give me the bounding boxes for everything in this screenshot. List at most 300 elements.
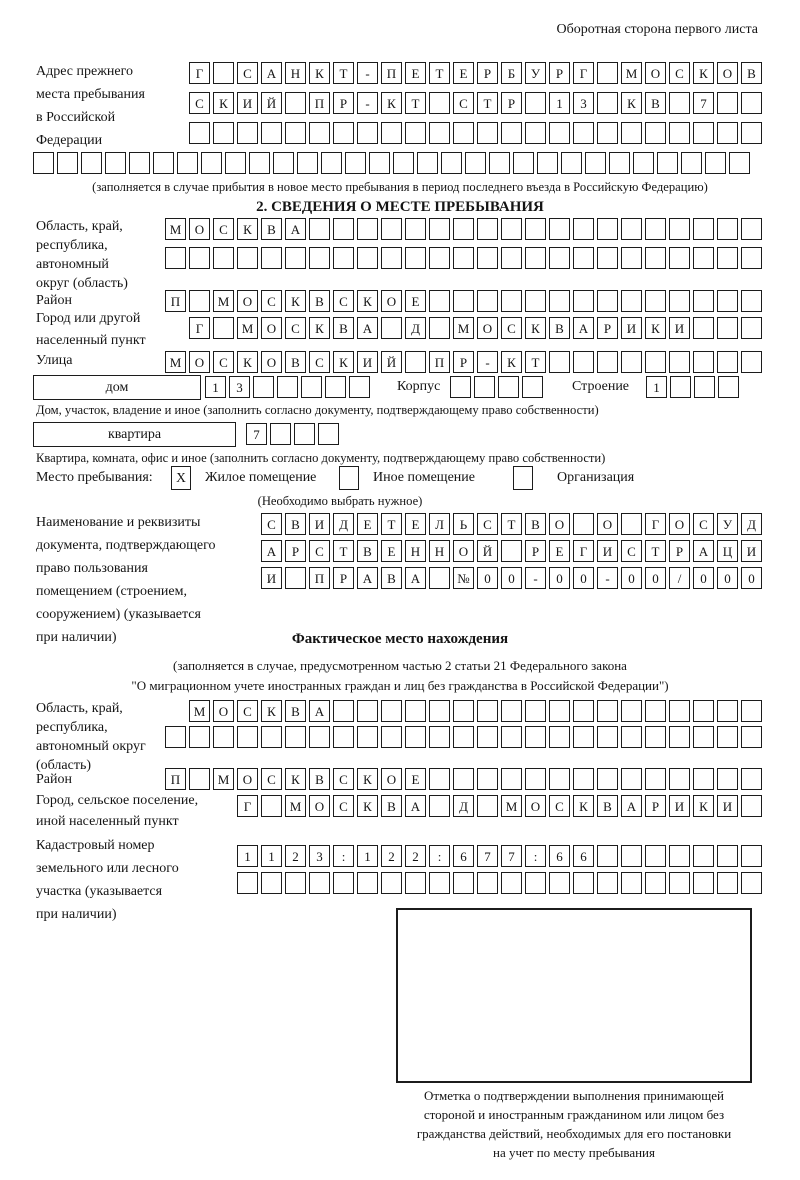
document-label-line: документа, подтверждающего <box>36 538 216 553</box>
char-box <box>237 872 258 894</box>
apartment-char-row <box>246 423 339 445</box>
char-box <box>669 726 690 748</box>
char-box: - <box>477 351 498 373</box>
char-box: С <box>309 351 330 373</box>
char-box <box>333 726 354 748</box>
house-note: Дом, участок, владение и иное (заполнить согласно документу, подтверждающему право собственности) <box>36 403 599 417</box>
char-box: А <box>405 795 426 817</box>
char-box: / <box>669 567 690 589</box>
char-box <box>429 290 450 312</box>
char-box: С <box>453 92 474 114</box>
char-box <box>405 726 426 748</box>
char-box: Г <box>237 795 258 817</box>
char-box <box>585 152 606 174</box>
char-box: Т <box>381 513 402 535</box>
char-box: 0 <box>741 567 762 589</box>
char-box <box>669 122 690 144</box>
stamp-box <box>396 908 752 1083</box>
char-box <box>525 218 546 240</box>
char-box <box>201 152 222 174</box>
char-box: 0 <box>477 567 498 589</box>
char-box: К <box>621 92 642 114</box>
char-box <box>597 845 618 867</box>
char-box: А <box>261 62 282 84</box>
stroenie-label: Строение <box>572 379 630 394</box>
char-box <box>693 700 714 722</box>
char-box: 1 <box>205 376 226 398</box>
char-box <box>57 152 78 174</box>
actual-city-char-row <box>237 795 762 817</box>
char-box <box>645 351 666 373</box>
char-box: Й <box>477 540 498 562</box>
char-box <box>717 218 738 240</box>
char-box: У <box>717 513 738 535</box>
prev-address-char-row-2 <box>189 92 762 114</box>
char-box <box>621 845 642 867</box>
char-box <box>525 872 546 894</box>
house-number-char-row <box>205 376 370 398</box>
char-box: С <box>549 795 570 817</box>
char-box: В <box>381 795 402 817</box>
region-label-line: Область, край, <box>36 219 123 234</box>
char-box <box>477 872 498 894</box>
actual-city-label-line: иной населенный пункт <box>36 814 179 829</box>
char-box <box>429 872 450 894</box>
char-box: 0 <box>717 567 738 589</box>
char-box <box>261 795 282 817</box>
char-box: В <box>285 513 306 535</box>
char-box: К <box>645 317 666 339</box>
char-box: Н <box>285 62 306 84</box>
char-box <box>718 376 739 398</box>
char-box: К <box>693 62 714 84</box>
char-box <box>549 872 570 894</box>
char-box <box>333 700 354 722</box>
char-box <box>693 872 714 894</box>
char-box <box>357 247 378 269</box>
stamp-caption-line: на учет по месту пребывания <box>493 1145 655 1160</box>
char-box <box>549 768 570 790</box>
char-box: Р <box>597 317 618 339</box>
char-box <box>477 247 498 269</box>
cadastre-label-line: при наличии) <box>36 907 117 922</box>
char-box <box>429 122 450 144</box>
char-box <box>237 122 258 144</box>
char-box <box>309 218 330 240</box>
char-box <box>645 122 666 144</box>
city-char-row <box>189 317 762 339</box>
char-box: О <box>309 795 330 817</box>
char-box <box>105 152 126 174</box>
char-box <box>621 700 642 722</box>
char-box: Р <box>549 62 570 84</box>
char-box: В <box>381 567 402 589</box>
char-box: 0 <box>645 567 666 589</box>
char-box <box>717 317 738 339</box>
char-box: Б <box>501 62 522 84</box>
char-box <box>369 152 390 174</box>
char-box: И <box>717 795 738 817</box>
char-box <box>693 768 714 790</box>
district-char-row <box>165 290 762 312</box>
char-box <box>621 218 642 240</box>
char-box: У <box>525 62 546 84</box>
char-box <box>357 122 378 144</box>
char-box: О <box>237 290 258 312</box>
char-box <box>477 290 498 312</box>
char-box: К <box>285 290 306 312</box>
char-box <box>549 218 570 240</box>
document-label-line: право пользования <box>36 561 148 576</box>
char-box: В <box>261 218 282 240</box>
char-box <box>501 218 522 240</box>
char-box <box>549 726 570 748</box>
char-box: О <box>237 768 258 790</box>
char-box <box>549 122 570 144</box>
char-box <box>453 218 474 240</box>
char-box <box>597 62 618 84</box>
char-box <box>597 247 618 269</box>
cadastre-label-line: земельного или лесного <box>36 861 179 876</box>
char-box <box>285 726 306 748</box>
char-box: О <box>381 290 402 312</box>
char-box <box>309 872 330 894</box>
char-box: Р <box>477 62 498 84</box>
char-box <box>717 247 738 269</box>
cadastre-label-line: Кадастровый номер <box>36 838 155 853</box>
char-box: : <box>333 845 354 867</box>
char-box <box>669 92 690 114</box>
char-box <box>717 122 738 144</box>
char-box <box>669 872 690 894</box>
char-box <box>621 513 642 535</box>
char-box: К <box>309 317 330 339</box>
actual-location-note-line: "О миграционном учете иностранных граждан и лиц без гражданства в Российской Федерации") <box>131 678 669 693</box>
char-box: Т <box>501 513 522 535</box>
char-box: В <box>333 317 354 339</box>
char-box: 3 <box>573 92 594 114</box>
char-box <box>693 351 714 373</box>
char-box: Г <box>189 62 210 84</box>
char-box: П <box>429 351 450 373</box>
char-box <box>525 247 546 269</box>
char-box <box>429 726 450 748</box>
char-box: С <box>213 218 234 240</box>
korpus-char-row <box>450 376 543 398</box>
char-box <box>573 122 594 144</box>
stay-type-option-label: Жилое помещение <box>205 470 317 485</box>
char-box <box>501 290 522 312</box>
char-box: Р <box>333 92 354 114</box>
char-box <box>213 122 234 144</box>
stay-type-option-label: Организация <box>557 470 635 485</box>
char-box <box>429 247 450 269</box>
char-box <box>253 376 274 398</box>
char-box <box>213 726 234 748</box>
char-box <box>741 351 762 373</box>
char-box: О <box>261 317 282 339</box>
char-box <box>717 290 738 312</box>
char-box <box>573 351 594 373</box>
prev-address-char-row-4 <box>33 152 750 174</box>
char-box: Г <box>573 540 594 562</box>
char-box: К <box>357 795 378 817</box>
actual-district-char-row <box>165 768 762 790</box>
char-box: Й <box>381 351 402 373</box>
char-box <box>549 290 570 312</box>
char-box: Й <box>261 92 282 114</box>
char-box: С <box>477 513 498 535</box>
char-box <box>453 247 474 269</box>
apartment-labelbox: квартира <box>33 422 236 447</box>
char-box: П <box>381 62 402 84</box>
char-box: 7 <box>693 92 714 114</box>
char-box: М <box>237 317 258 339</box>
char-box: В <box>309 290 330 312</box>
stamp-caption-line: стороной и иностранным гражданином или лицом без <box>423 1107 725 1122</box>
char-box: О <box>189 351 210 373</box>
char-box <box>381 317 402 339</box>
char-box <box>453 290 474 312</box>
char-box <box>405 247 426 269</box>
char-box: Е <box>381 540 402 562</box>
char-box <box>597 218 618 240</box>
street-label: Улица <box>36 353 73 368</box>
char-box <box>325 376 346 398</box>
char-box <box>597 700 618 722</box>
char-box <box>573 872 594 894</box>
char-box: М <box>501 795 522 817</box>
char-box: А <box>573 317 594 339</box>
char-box <box>669 218 690 240</box>
char-box <box>525 700 546 722</box>
char-box: И <box>237 92 258 114</box>
char-box <box>357 872 378 894</box>
char-box <box>549 351 570 373</box>
char-box <box>153 152 174 174</box>
char-box: 3 <box>309 845 330 867</box>
char-box <box>489 152 510 174</box>
char-box: О <box>261 351 282 373</box>
char-box <box>405 218 426 240</box>
char-box: 7 <box>501 845 522 867</box>
char-box: К <box>357 290 378 312</box>
char-box <box>381 247 402 269</box>
char-box: М <box>213 768 234 790</box>
char-box <box>285 567 306 589</box>
char-box <box>429 92 450 114</box>
char-box <box>285 247 306 269</box>
char-box <box>513 152 534 174</box>
char-box <box>189 768 210 790</box>
char-box: 1 <box>261 845 282 867</box>
char-box <box>453 768 474 790</box>
char-box <box>693 218 714 240</box>
char-box <box>573 290 594 312</box>
char-box: Т <box>429 62 450 84</box>
char-box <box>333 122 354 144</box>
char-box <box>573 768 594 790</box>
char-box <box>165 247 186 269</box>
char-box: 3 <box>229 376 250 398</box>
char-box: Е <box>405 768 426 790</box>
char-box <box>741 700 762 722</box>
char-box: Е <box>549 540 570 562</box>
char-box: И <box>357 351 378 373</box>
char-box: 6 <box>573 845 594 867</box>
char-box: К <box>213 92 234 114</box>
char-box: П <box>309 567 330 589</box>
cadastre-char-row-2 <box>237 872 762 894</box>
char-box <box>501 726 522 748</box>
char-box: В <box>549 317 570 339</box>
char-box: Е <box>357 513 378 535</box>
char-box <box>549 700 570 722</box>
char-box <box>477 795 498 817</box>
char-box <box>474 376 495 398</box>
char-box: 6 <box>549 845 570 867</box>
char-box <box>297 152 318 174</box>
char-box: К <box>261 700 282 722</box>
char-box: 0 <box>549 567 570 589</box>
apartment-note: Квартира, комната, офис и иное (заполнить согласно документу, подтверждающему право собственности) <box>36 451 606 465</box>
char-box: Р <box>333 567 354 589</box>
char-box: К <box>573 795 594 817</box>
document-char-row-2 <box>261 540 762 562</box>
char-box: О <box>549 513 570 535</box>
char-box: - <box>597 567 618 589</box>
char-box <box>429 218 450 240</box>
char-box: В <box>357 540 378 562</box>
char-box: О <box>717 62 738 84</box>
char-box: Е <box>405 513 426 535</box>
char-box <box>573 218 594 240</box>
char-box: А <box>261 540 282 562</box>
char-box: П <box>165 768 186 790</box>
char-box: В <box>525 513 546 535</box>
char-box: О <box>597 513 618 535</box>
prev-address-label-line: в Российской <box>36 110 116 125</box>
stay-type-checkbox-zhiloe: X <box>171 466 191 490</box>
char-box: 2 <box>285 845 306 867</box>
char-box: М <box>165 351 186 373</box>
char-box <box>645 726 666 748</box>
char-box <box>741 872 762 894</box>
char-box: Ь <box>453 513 474 535</box>
char-box <box>645 700 666 722</box>
char-box: К <box>309 62 330 84</box>
city-label-line: населенный пункт <box>36 333 146 348</box>
char-box <box>693 122 714 144</box>
cadastre-char-row-1 <box>237 845 762 867</box>
char-box: Ц <box>717 540 738 562</box>
char-box: О <box>669 513 690 535</box>
char-box <box>405 122 426 144</box>
char-box <box>573 247 594 269</box>
char-box: В <box>285 351 306 373</box>
char-box <box>345 152 366 174</box>
char-box <box>669 768 690 790</box>
char-box <box>381 726 402 748</box>
char-box <box>277 376 298 398</box>
char-box: 2 <box>381 845 402 867</box>
char-box <box>429 795 450 817</box>
char-box <box>213 247 234 269</box>
char-box <box>693 726 714 748</box>
char-box <box>573 726 594 748</box>
char-box <box>477 700 498 722</box>
char-box <box>669 700 690 722</box>
char-box <box>381 872 402 894</box>
city-label-line: Город или другой <box>36 311 141 326</box>
char-box: С <box>333 768 354 790</box>
char-box <box>309 122 330 144</box>
char-box: Р <box>525 540 546 562</box>
char-box <box>669 845 690 867</box>
char-box: И <box>261 567 282 589</box>
char-box <box>693 845 714 867</box>
char-box: К <box>285 768 306 790</box>
char-box: А <box>357 317 378 339</box>
char-box <box>189 122 210 144</box>
char-box: С <box>333 795 354 817</box>
char-box: В <box>741 62 762 84</box>
actual-region-label-line: республика, <box>36 720 108 735</box>
document-label-line: Наименование и реквизиты <box>36 515 201 530</box>
char-box: С <box>237 62 258 84</box>
char-box: 1 <box>237 845 258 867</box>
char-box <box>381 122 402 144</box>
page-side-note: Оборотная сторона первого листа <box>556 22 758 37</box>
char-box <box>501 700 522 722</box>
char-box <box>213 62 234 84</box>
cadastre-label-line: участка (указывается <box>36 884 163 899</box>
char-box <box>294 423 315 445</box>
char-box <box>717 726 738 748</box>
char-box: Т <box>525 351 546 373</box>
prev-address-label-line: Федерации <box>36 133 103 148</box>
char-box: С <box>213 351 234 373</box>
actual-location-title: Фактическое место нахождения <box>291 631 509 647</box>
char-box: О <box>189 218 210 240</box>
char-box: Г <box>189 317 210 339</box>
char-box: Т <box>333 62 354 84</box>
char-box: - <box>357 92 378 114</box>
char-box: 6 <box>453 845 474 867</box>
char-box <box>261 247 282 269</box>
char-box <box>333 872 354 894</box>
prev-address-char-row-3 <box>189 122 762 144</box>
char-box <box>573 700 594 722</box>
char-box <box>357 726 378 748</box>
char-box <box>693 247 714 269</box>
char-box: С <box>189 92 210 114</box>
char-box <box>525 122 546 144</box>
char-box <box>609 152 630 174</box>
prev-address-label-line: Адрес прежнего <box>36 64 133 79</box>
korpus-label: Корпус <box>397 379 441 394</box>
char-box <box>501 540 522 562</box>
char-box: П <box>309 92 330 114</box>
char-box <box>741 218 762 240</box>
char-box <box>522 376 543 398</box>
char-box: Н <box>405 540 426 562</box>
char-box <box>477 122 498 144</box>
stroenie-char-row <box>646 376 739 398</box>
char-box <box>741 768 762 790</box>
char-box <box>561 152 582 174</box>
char-box <box>285 122 306 144</box>
